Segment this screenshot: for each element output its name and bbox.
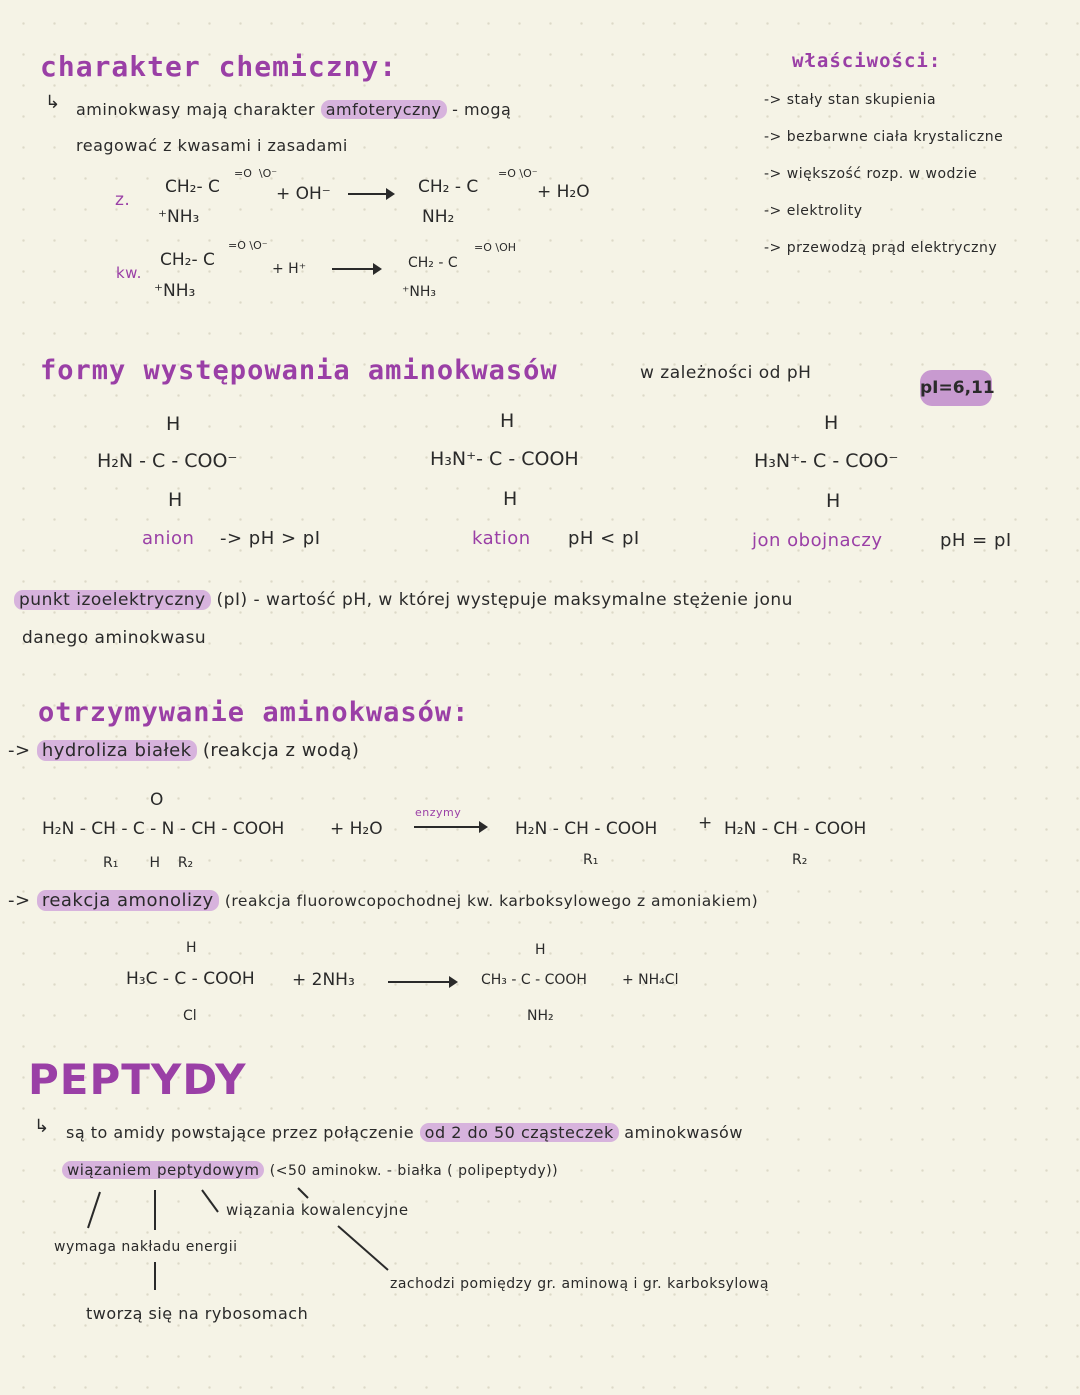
form-anion-top: H bbox=[166, 413, 181, 435]
arrow-icon: ↳ bbox=[34, 1116, 50, 1137]
carbonyl-oxygen: O bbox=[150, 790, 164, 810]
label-base: z. bbox=[115, 190, 131, 210]
ammonolysis-reactant-top: H bbox=[186, 940, 197, 956]
reacts-text: reagować z kwasami i zasadami bbox=[76, 136, 348, 155]
arrow-icon: -> bbox=[764, 203, 782, 219]
arrow-icon: -> bbox=[8, 890, 31, 911]
ammonolysis-product: CH₃ - C - COOH bbox=[481, 972, 587, 988]
section-title-obtaining: otrzymywanie aminokwasów: bbox=[38, 697, 470, 728]
pi-definition-cont: danego aminokwasu bbox=[22, 628, 207, 648]
ammonolysis-reactant-bottom: Cl bbox=[183, 1008, 197, 1024]
highlight-amphoteric: amfoteryczny bbox=[321, 100, 447, 119]
property-label: bezbarwne ciała krystaliczne bbox=[786, 129, 1004, 145]
carboxylate-group: =O \O⁻ bbox=[498, 167, 538, 180]
product1-formula: H₂N - CH - COOH bbox=[515, 819, 658, 839]
arrow-icon: ↳ bbox=[45, 92, 61, 113]
text-part: - mogą bbox=[452, 100, 512, 119]
ammonium-group: ⁺NH₃ bbox=[402, 284, 437, 300]
pi-value-badge: pI=6,11 bbox=[920, 370, 992, 406]
catalyst-label: enzymy bbox=[415, 806, 462, 819]
highlight-peptide-bond: wiązaniem peptydowym bbox=[62, 1161, 264, 1179]
section-title-forms: formy występowania aminokwasów bbox=[40, 355, 558, 386]
form-zwitterion-bottom: H bbox=[826, 490, 841, 512]
form-cation-bottom: H bbox=[503, 488, 518, 510]
pi-definition: - wartość pH, w której występuje maksymalne stężenie jonu bbox=[253, 590, 793, 610]
method1-note: (reakcja z wodą) bbox=[202, 740, 360, 761]
highlight-isoelectric-point: punkt izoelektryczny bbox=[14, 590, 211, 610]
label-acid: kw. bbox=[116, 264, 142, 282]
form-zwitterion-formula: H₃N⁺- C - COO⁻ bbox=[754, 450, 899, 472]
ammonolysis-product-top: H bbox=[535, 942, 546, 958]
bond-note: (<50 aminokw. - białka ( polipeptydy)) bbox=[269, 1163, 559, 1179]
highlight-2-50: od 2 do 50 cząsteczek bbox=[420, 1123, 619, 1142]
property-label: większość rozp. w wodzie bbox=[786, 166, 978, 182]
water-reactant: + H₂O bbox=[330, 819, 383, 839]
form-cation-formula: H₃N⁺- C - COOH bbox=[430, 448, 579, 470]
arrow-icon: -> bbox=[8, 740, 31, 761]
product-formula: CH₂ - C bbox=[418, 177, 479, 197]
ammonium-group: ⁺NH₃ bbox=[154, 281, 196, 301]
arrow-icon: -> bbox=[764, 166, 782, 182]
ammonolysis-reactant: H₃C - C - COOH bbox=[126, 969, 255, 989]
carboxyl-group: =O \OH bbox=[474, 241, 517, 254]
ammonium-chloride: + NH₄Cl bbox=[622, 972, 679, 988]
pi-abbreviation: (pI) bbox=[216, 590, 248, 610]
properties-title: właściwości: bbox=[792, 50, 942, 72]
arrow-icon: -> bbox=[764, 129, 782, 145]
text-part: aminokwasów bbox=[624, 1123, 743, 1142]
carboxylate-group: =O \O⁻ bbox=[234, 167, 278, 180]
property-label: elektrolity bbox=[786, 203, 863, 219]
note-between-groups: zachodzi pomiędzy gr. aminową i gr. karboksylową bbox=[390, 1276, 769, 1292]
form-anion-label: anion bbox=[142, 528, 195, 549]
highlight-ammonolysis: reakcja amonolizy bbox=[37, 890, 219, 911]
dipeptide-formula: H₂N - CH - C - N - CH - COOH bbox=[42, 819, 285, 839]
form-zwitterion-top: H bbox=[824, 412, 839, 434]
note-energy: wymaga nakładu energii bbox=[54, 1239, 238, 1255]
hydroxide: + OH⁻ bbox=[276, 184, 331, 204]
section-title-chemical-character: charakter chemiczny: bbox=[40, 50, 398, 83]
property-label: stały stan skupienia bbox=[786, 92, 937, 108]
ammonium-group: ⁺NH₃ bbox=[158, 207, 200, 227]
highlight-hydrolysis: hydroliza białek bbox=[37, 740, 197, 761]
product-formula: CH₂ - C bbox=[408, 255, 458, 271]
form-anion-bottom: H bbox=[168, 489, 183, 511]
water: + H₂O bbox=[537, 182, 590, 202]
form-cation-condition: pH < pI bbox=[568, 528, 640, 549]
form-cation-label: kation bbox=[472, 528, 531, 549]
amine-group: NH₂ bbox=[422, 207, 455, 227]
text-part: aminokwasy mają charakter bbox=[76, 100, 316, 119]
dipeptide-substituents: R₁ H R₂ bbox=[103, 855, 194, 871]
proton: + H⁺ bbox=[272, 261, 307, 277]
form-cation-top: H bbox=[500, 410, 515, 432]
reactant-formula: CH₂- C bbox=[160, 250, 215, 270]
form-anion-condition: -> pH > pI bbox=[220, 528, 321, 549]
form-zwitterion-label: jon obojnaczy bbox=[752, 530, 883, 551]
forms-subtitle: w zależności od pH bbox=[640, 363, 812, 383]
reactant-formula: CH₂- C bbox=[165, 177, 220, 197]
carboxylate-group: =O \O⁻ bbox=[228, 239, 268, 252]
note-covalent: wiązania kowalencyjne bbox=[226, 1201, 409, 1219]
form-anion-formula: H₂N - C - COO⁻ bbox=[97, 450, 238, 472]
form-zwitterion-condition: pH = pI bbox=[940, 530, 1012, 551]
arrow-icon: -> bbox=[764, 240, 782, 256]
section-title-peptides: PEPTYDY bbox=[28, 1055, 247, 1104]
plus-sign: + bbox=[698, 813, 713, 833]
text-part: są to amidy powstające przez połączenie bbox=[66, 1123, 415, 1142]
ammonia-reactant: + 2NH₃ bbox=[292, 970, 355, 990]
property-label: przewodzą prąd elektryczny bbox=[786, 240, 998, 256]
arrow-icon: -> bbox=[764, 92, 782, 108]
product1-substituent: R₁ bbox=[583, 852, 599, 868]
method2-note: (reakcja fluorowcopochodnej kw. karboksylowego z amoniakiem) bbox=[224, 892, 759, 910]
product2-formula: H₂N - CH - COOH bbox=[724, 819, 867, 839]
ammonolysis-product-bottom: NH₂ bbox=[527, 1008, 554, 1024]
note-ribosomes: tworzą się na rybosomach bbox=[86, 1304, 309, 1323]
product2-substituent: R₂ bbox=[792, 852, 808, 868]
